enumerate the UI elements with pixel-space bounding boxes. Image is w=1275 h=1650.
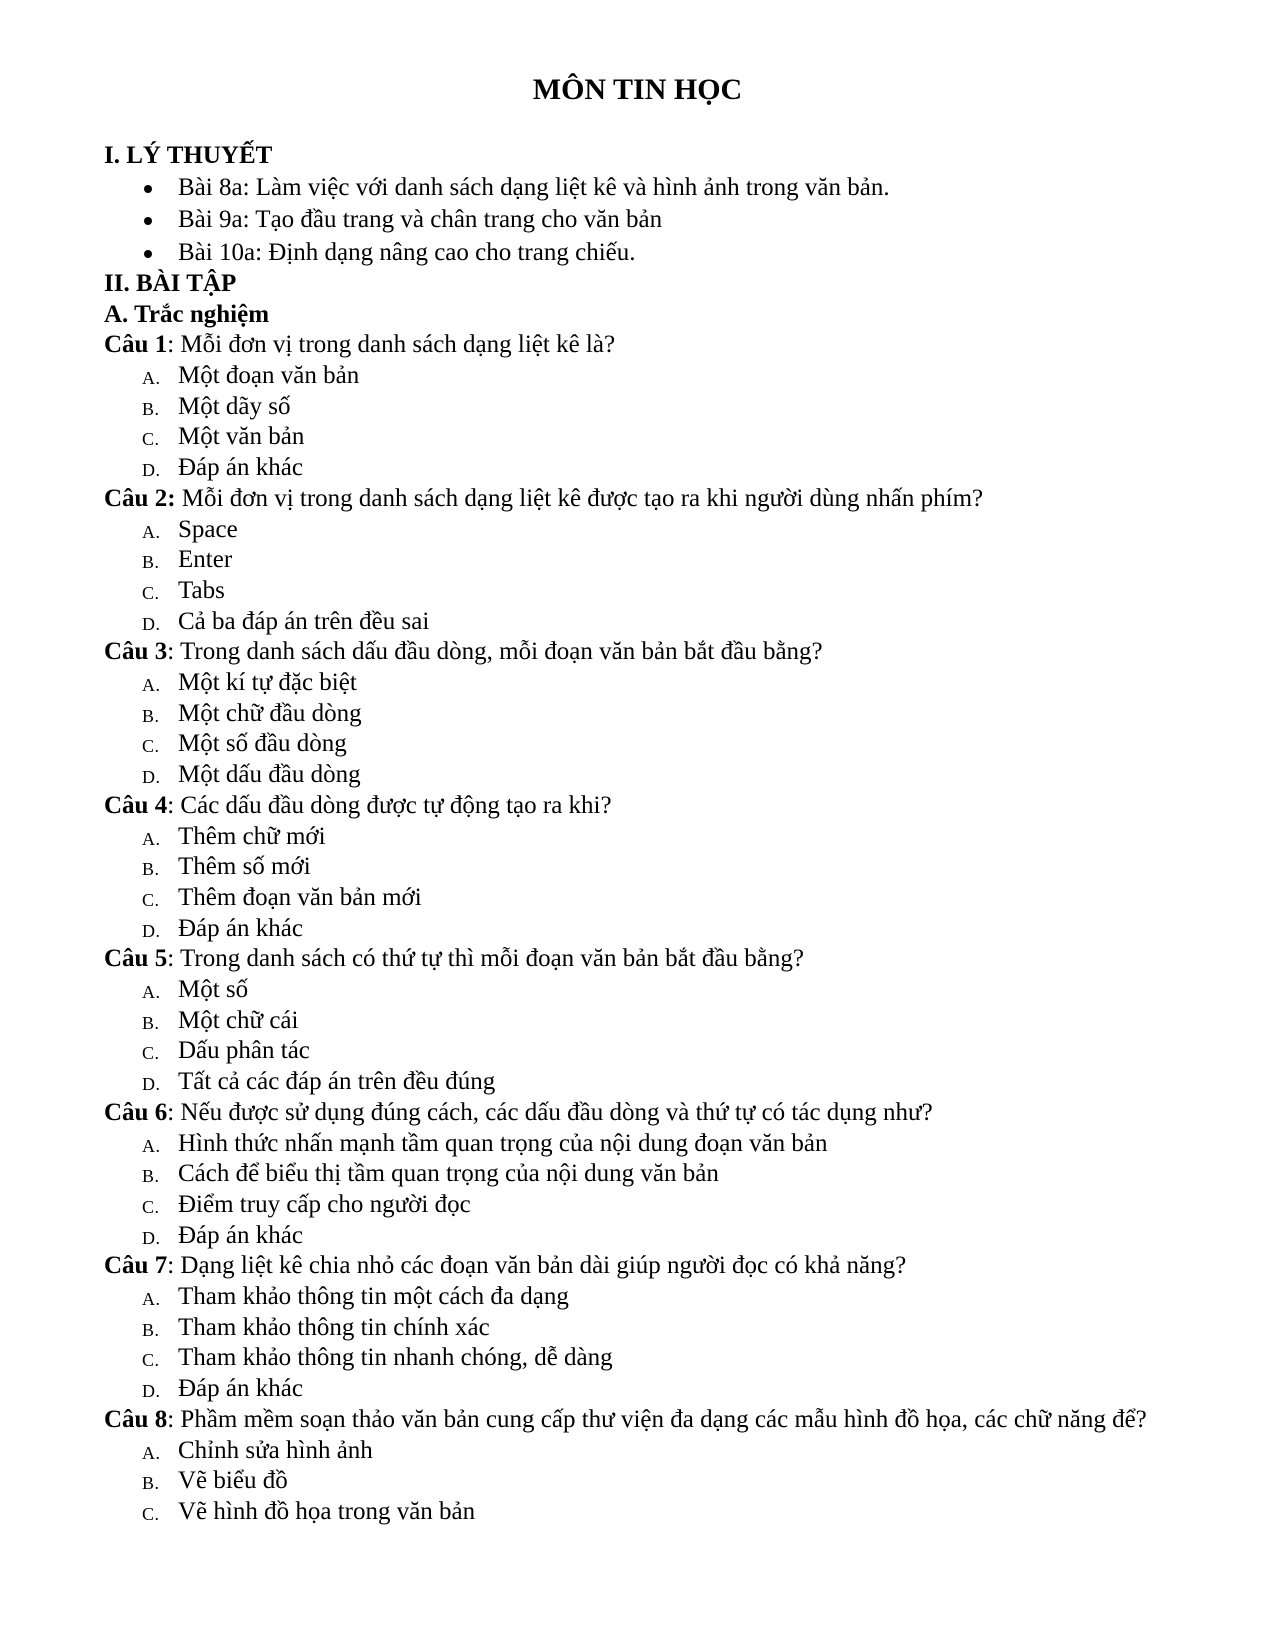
option-text: Tham khảo thông tin nhanh chóng, dễ dàng: [178, 1344, 613, 1372]
answer-option: [104, 668, 1194, 699]
option-letter: C.: [142, 889, 160, 910]
question-block: [104, 1405, 1194, 1528]
answer-option: [104, 1159, 1194, 1190]
question-text: [104, 791, 1194, 822]
option-text: Một số đầu dòng: [178, 730, 347, 758]
answer-option: [104, 883, 1194, 914]
option-letter: C.: [142, 1043, 160, 1064]
question-text: [104, 1405, 1194, 1436]
option-text: Thêm chữ mới: [178, 822, 326, 850]
option-text: Đáp án khác: [178, 454, 303, 482]
option-text: Cách để biểu thị tầm quan trọng của nội dung văn bản: [178, 1160, 719, 1188]
option-text: Một dãy số: [178, 392, 291, 420]
question-label: Câu 2:: [104, 484, 176, 512]
question-body: Nếu được sử dụng đúng cách, các dấu đầu dòng và thứ tự có tác dụng như?: [174, 1098, 933, 1126]
option-letter: B.: [142, 552, 160, 573]
theory-item: [104, 237, 1194, 270]
question-block: [104, 637, 1194, 791]
option-text: Đáp án khác: [178, 1375, 303, 1403]
option-text: Thêm số mới: [178, 853, 311, 881]
question-text: [104, 1098, 1194, 1129]
question-separator: :: [167, 1098, 175, 1126]
question-label: Câu 5: [104, 945, 168, 973]
option-list: [104, 1282, 1194, 1405]
option-text: Vẽ hình đồ họa trong văn bản: [178, 1498, 476, 1525]
document-content: [104, 141, 1194, 1528]
question-text: [104, 484, 1194, 515]
question-separator: :: [167, 638, 175, 666]
answer-option: [104, 361, 1194, 392]
option-text: Vẽ biểu đồ: [178, 1467, 288, 1495]
question-list: [104, 330, 1194, 1527]
question-body: Trong danh sách có thứ tự thì mỗi đoạn văn bản bắt đầu bằng?: [174, 945, 804, 973]
option-letter: A.: [142, 521, 161, 542]
option-text: Một chữ cái: [178, 1006, 299, 1034]
option-list: [104, 668, 1194, 791]
question-text: [104, 1251, 1194, 1282]
answer-option: [104, 729, 1194, 760]
option-letter: D.: [142, 767, 161, 788]
option-text: Một kí tự đặc biệt: [178, 669, 357, 697]
option-letter: B.: [142, 1473, 160, 1494]
theory-list: [104, 172, 1194, 270]
theory-item-text: Bài 8a: Làm việc với danh sách dạng liệt kê và hình ảnh trong văn bản.: [178, 173, 890, 201]
option-letter: C.: [142, 429, 160, 450]
option-letter: D.: [142, 1227, 161, 1248]
answer-option: [104, 1190, 1194, 1221]
question-body: Dạng liệt kê chia nhỏ các đoạn văn bản dài giúp người đọc có khả năng?: [174, 1252, 907, 1280]
option-list: [104, 515, 1194, 638]
option-text: Space: [178, 515, 238, 543]
option-letter: B.: [142, 1166, 160, 1187]
option-text: Một số: [178, 976, 249, 1004]
question-label: Câu 7: [104, 1252, 168, 1280]
question-body: Mỗi đơn vị trong danh sách dạng liệt kê là?: [174, 331, 616, 359]
bullet-icon: [144, 217, 152, 225]
option-text: Hình thức nhấn mạnh tầm quan trọng của nội dung đoạn văn bản: [178, 1129, 828, 1157]
option-letter: A.: [142, 982, 161, 1003]
answer-option: [104, 1036, 1194, 1067]
option-letter: B.: [142, 1012, 160, 1033]
answer-option: [104, 1497, 1194, 1528]
answer-option: [104, 1129, 1194, 1160]
bullet-icon: [144, 250, 152, 258]
multiple-choice-heading: A. Trắc nghiệm: [104, 300, 270, 328]
question-block: [104, 944, 1194, 1098]
question-block: [104, 1251, 1194, 1405]
option-letter: D.: [142, 920, 161, 941]
question-body: Trong danh sách dấu đầu dòng, mỗi đoạn văn bản bắt đầu bằng?: [174, 638, 823, 666]
option-letter: D.: [142, 1381, 161, 1402]
option-text: Một dấu đầu dòng: [178, 761, 361, 789]
option-text: Một văn bản: [178, 423, 305, 451]
option-text: Tất cả các đáp án trên đều đúng: [178, 1068, 496, 1096]
bullet-icon: [144, 185, 152, 193]
question-label: Câu 1: [104, 331, 168, 359]
question-text: [104, 637, 1194, 668]
option-letter: A.: [142, 828, 161, 849]
option-text: Đáp án khác: [178, 1221, 303, 1249]
option-text: Chỉnh sửa hình ảnh: [178, 1436, 373, 1464]
answer-option: [104, 453, 1194, 484]
answer-option: [104, 1436, 1194, 1467]
option-list: [104, 975, 1194, 1098]
question-block: [104, 484, 1194, 638]
question-body: Phầm mềm soạn thảo văn bản cung cấp thư viện đa dạng các mẫu hình đồ họa, các chữ năng để?: [174, 1405, 1147, 1433]
question-text: [104, 330, 1194, 361]
question-label: Câu 3: [104, 638, 168, 666]
option-text: Đáp án khác: [178, 914, 303, 942]
option-text: Tabs: [178, 576, 225, 604]
answer-option: [104, 822, 1194, 853]
answer-option: [104, 852, 1194, 883]
option-letter: C.: [142, 1504, 160, 1524]
option-text: Cả ba đáp án trên đều sai: [178, 607, 430, 635]
document-title: MÔN TIN HỌC: [532, 73, 743, 106]
option-letter: A.: [142, 1289, 161, 1310]
option-letter: A.: [142, 1135, 161, 1156]
answer-option: [104, 1282, 1194, 1313]
option-text: Một đoạn văn bản: [178, 361, 360, 389]
option-letter: B.: [142, 398, 160, 419]
question-block: [104, 330, 1194, 484]
theory-item-text: Bài 10a: Định dạng nâng cao cho trang chiếu.: [178, 238, 636, 266]
answer-option: [104, 392, 1194, 423]
question-body: Các dấu đầu dòng được tự động tạo ra khi?: [174, 791, 612, 819]
answer-option: [104, 1466, 1194, 1497]
option-letter: C.: [142, 582, 160, 603]
answer-option: [104, 975, 1194, 1006]
theory-item-text: Bài 9a: Tạo đầu trang và chân trang cho văn bản: [178, 206, 663, 234]
question-separator: :: [167, 331, 175, 359]
answer-option: [104, 1006, 1194, 1037]
option-letter: D.: [142, 613, 161, 634]
answer-option: [104, 1313, 1194, 1344]
exercises-heading: II. BÀI TẬP: [104, 270, 237, 298]
answer-option: [104, 607, 1194, 638]
question-separator: :: [167, 791, 175, 819]
option-letter: D.: [142, 460, 161, 481]
question-block: [104, 1098, 1194, 1252]
option-letter: A.: [142, 675, 161, 696]
option-letter: D.: [142, 1074, 161, 1095]
option-list: [104, 361, 1194, 484]
option-text: Tham khảo thông tin một cách đa dạng: [178, 1283, 569, 1311]
option-list: [104, 1129, 1194, 1252]
answer-option: [104, 1067, 1194, 1098]
answer-option: [104, 1343, 1194, 1374]
question-label: Câu 8: [104, 1405, 168, 1433]
question-body: Mỗi đơn vị trong danh sách dạng liệt kê được tạo ra khi người dùng nhấn phím?: [175, 484, 984, 512]
option-list: [104, 1436, 1194, 1528]
option-letter: B.: [142, 705, 160, 726]
question-separator: :: [167, 1252, 175, 1280]
theory-item: [104, 204, 1194, 237]
answer-option: [104, 515, 1194, 546]
question-text: [104, 944, 1194, 975]
option-letter: C.: [142, 1350, 160, 1371]
answer-option: [104, 1221, 1194, 1252]
option-letter: C.: [142, 1196, 160, 1217]
option-text: Tham khảo thông tin chính xác: [178, 1313, 490, 1341]
option-text: Thêm đoạn văn bản mới: [178, 883, 422, 911]
answer-option: [104, 699, 1194, 730]
question-separator: :: [167, 945, 175, 973]
question-label: Câu 4: [104, 791, 168, 819]
question-block: [104, 791, 1194, 945]
option-text: Điểm truy cấp cho người đọc: [178, 1190, 471, 1218]
option-text: Dấu phân tác: [178, 1037, 310, 1065]
option-text: Một chữ đầu dòng: [178, 699, 362, 727]
question-label: Câu 6: [104, 1098, 168, 1126]
option-letter: C.: [142, 736, 160, 757]
option-letter: B.: [142, 859, 160, 880]
answer-option: [104, 1374, 1194, 1405]
answer-option: [104, 760, 1194, 791]
theory-item: [104, 172, 1194, 205]
answer-option: [104, 422, 1194, 453]
option-letter: B.: [142, 1319, 160, 1340]
option-text: Enter: [178, 546, 233, 574]
answer-option: [104, 545, 1194, 576]
theory-heading: I. LÝ THUYẾT: [104, 142, 273, 169]
option-letter: A.: [142, 1442, 161, 1463]
question-separator: :: [167, 1405, 175, 1433]
answer-option: [104, 914, 1194, 945]
option-list: [104, 822, 1194, 945]
option-letter: A.: [142, 367, 161, 388]
answer-option: [104, 576, 1194, 607]
